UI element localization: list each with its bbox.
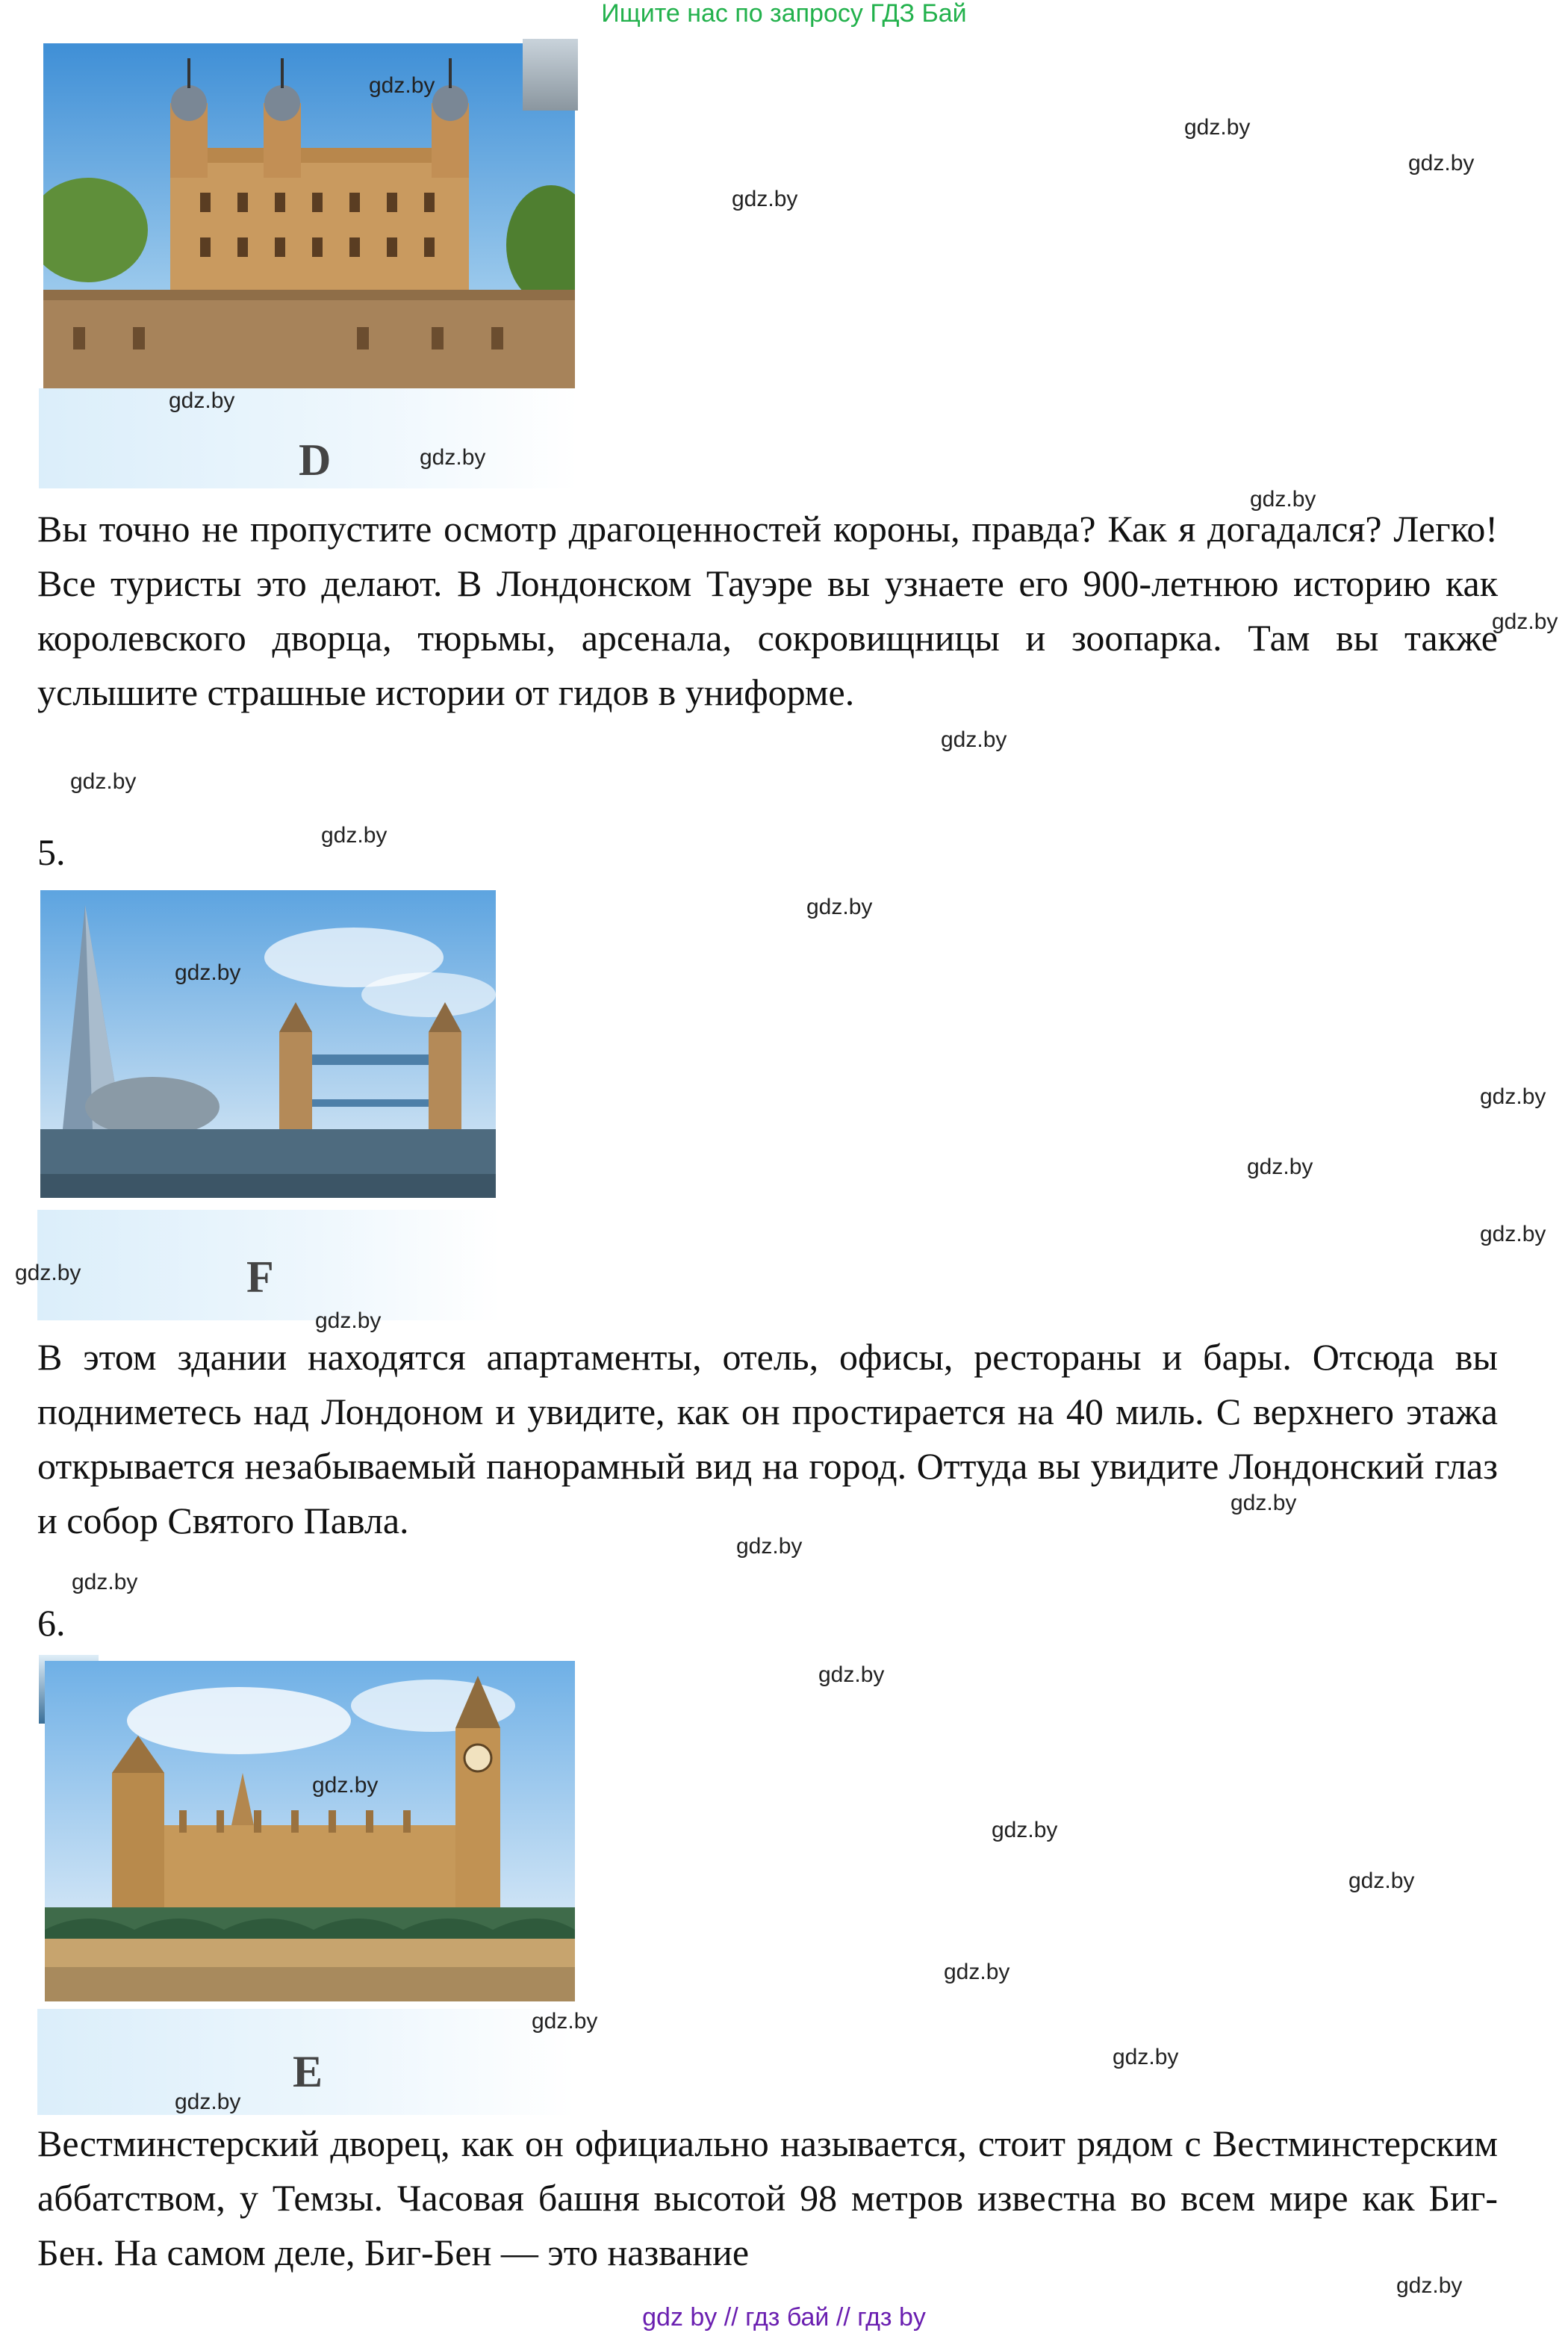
watermark: gdz.by	[736, 1534, 803, 1559]
watermark: gdz.by	[321, 823, 388, 848]
caption-letter-e: E	[293, 2047, 323, 2096]
watermark: gdz.by	[72, 1570, 138, 1594]
watermark: gdz.by	[70, 769, 137, 794]
watermark: gdz.by	[175, 960, 241, 985]
watermark: gdz.by	[1231, 1491, 1297, 1515]
watermark: gdz.by	[169, 388, 235, 413]
watermark: gdz.by	[315, 1308, 382, 1333]
watermark: gdz.by	[818, 1662, 885, 1687]
watermark: gdz.by	[1113, 2045, 1179, 2069]
watermark: gdz.by	[420, 445, 486, 470]
watermark: gdz.by	[732, 187, 798, 211]
item-number-5: 5.	[37, 831, 66, 873]
watermark: gdz.by	[532, 2009, 598, 2034]
paragraph-tower-of-london: Вы точно не пропустите осмотр драгоценностей короны, правда? Как я догадался? Легко! Все туристы это делают. В Лондонском Тауэре вы узнаете его 900-летнюю историю как королевского дворца, тюрьмы, арсенала, сокровищницы и зоопарка. Там вы также услышите страшные истории от гидов в униформе.	[37, 508, 1498, 713]
watermark: gdz.by	[369, 73, 435, 98]
watermark: gdz.by	[941, 727, 1007, 752]
watermark: gdz.by	[1408, 151, 1475, 175]
westminster-palace-photo	[45, 1661, 575, 2001]
watermark: gdz.by	[175, 2090, 241, 2114]
watermark: gdz.by	[1184, 115, 1251, 140]
paragraph-the-shard: В этом здании находятся апартаменты, отель, офисы, рестораны и бары. Отсюда вы подниметесь над Лондоном и увидите, как он простирается на 40 миль. С верхнего этажа открывается незабываемый панорамный вид на город. Оттуда вы увидите Лондонский глаз и собор Святого Павла.	[37, 1336, 1498, 1541]
watermark: gdz.by	[944, 1960, 1010, 1984]
caption-letter-d: D	[299, 435, 332, 485]
watermark: gdz.by	[806, 895, 873, 919]
caption-letter-f: F	[246, 1252, 274, 1302]
tower-of-london-photo	[43, 43, 575, 388]
shard-tower-bridge-photo	[40, 890, 496, 1198]
watermark: gdz.by	[1396, 2273, 1463, 2298]
top-banner[interactable]: Ищите нас по запросу ГДЗ Бай	[601, 0, 967, 28]
small-thumbnail	[523, 39, 578, 111]
watermark: gdz.by	[1247, 1155, 1313, 1179]
item-number-6: 6.	[37, 1602, 66, 1644]
watermark: gdz.by	[1492, 609, 1558, 634]
paragraph-westminster: Вестминстерский дворец, как он официально называется, стоит рядом с Вестминстерским аббатством, у Темзы. Часовая башня высотой 98 метров известна во всем мире как Биг-Бен. На самом деле, Биг-Бен — это название	[37, 2122, 1498, 2273]
watermark: gdz.by	[1250, 487, 1316, 512]
watermark: gdz.by	[312, 1773, 379, 1798]
watermark: gdz.by	[1480, 1084, 1546, 1109]
watermark: gdz.by	[1480, 1222, 1546, 1246]
watermark: gdz.by	[992, 1818, 1058, 1842]
watermark: gdz.by	[15, 1261, 81, 1285]
footer-links[interactable]: gdz by // гдз бай // гдз by	[642, 2303, 926, 2332]
watermark: gdz.by	[1348, 1869, 1415, 1893]
